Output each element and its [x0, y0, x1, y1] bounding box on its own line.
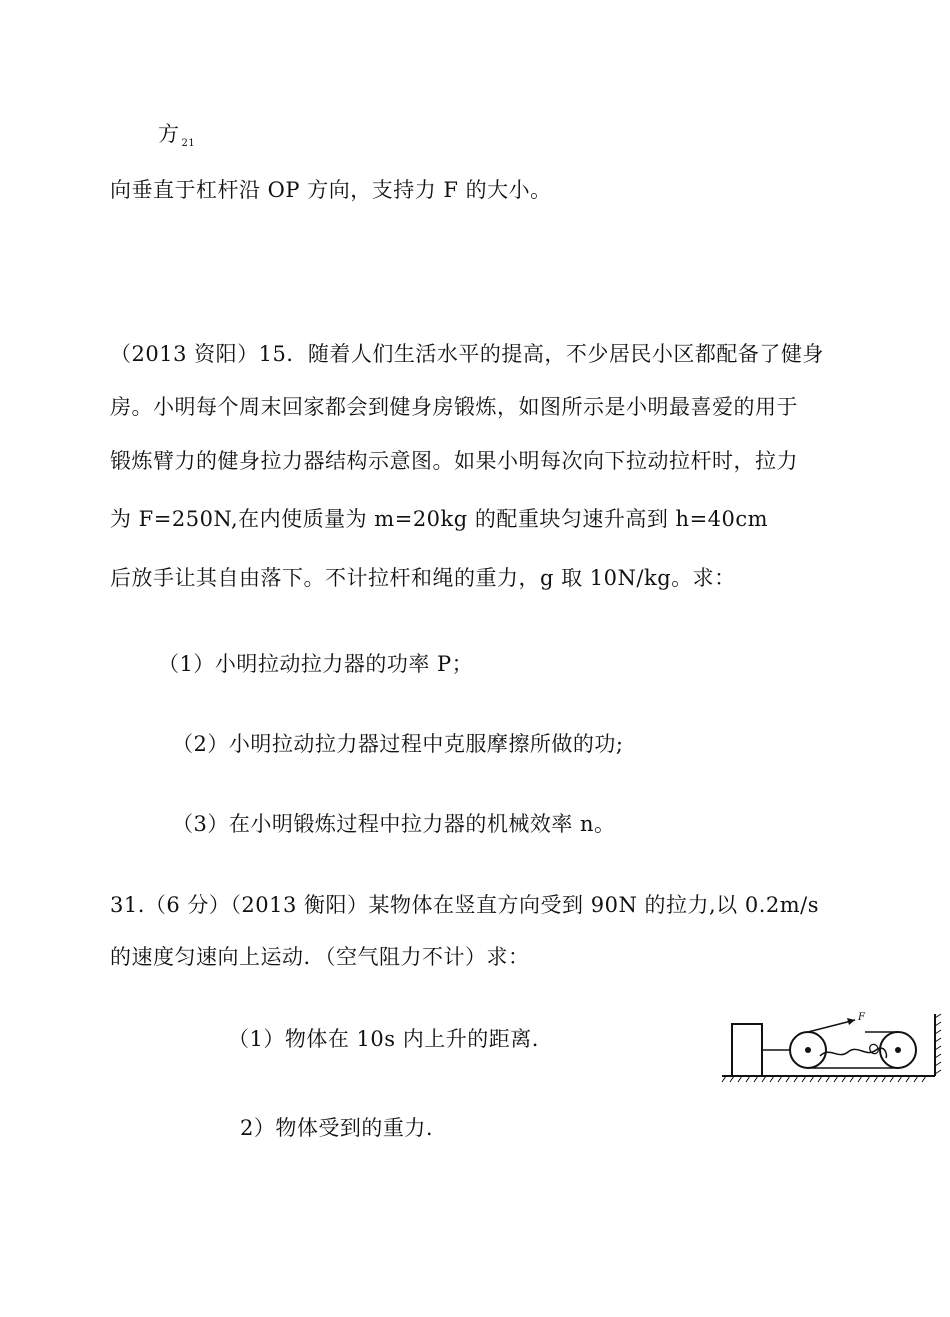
problem-15-line-2: 房。小明每个周末回家都会到健身房锻炼，如图所示是小明最喜爱的用于 [110, 395, 798, 419]
problem-15-line-1: （2013 资阳）15．随着人们生活水平的提高，不少居民小区都配备了健身 [110, 342, 824, 366]
left-pulley-axle [805, 1047, 811, 1053]
rope-diagonal [808, 1020, 855, 1032]
problem-31-question-1: （1）物体在 10s 内上升的距离. [228, 1027, 539, 1051]
problem-15-line-5: 后放手让其自由落下。不计拉杆和绳的重力，g 取 10N/kg。求： [110, 566, 736, 590]
text-line-2: 向垂直于杠杆沿 OP 方向，支持力 F 的大小。 [110, 178, 552, 202]
right-pulley-axle [895, 1047, 901, 1053]
fragment-superscript: 21 [181, 138, 196, 149]
pulley-diagram [720, 1010, 945, 1085]
problem-15-question-2: （2）小明拉动拉力器过程中克服摩擦所做的功; [172, 732, 624, 756]
problem-15-line-3: 锻炼臂力的健身拉力器结构示意图。如果小明每次向下拉动拉杆时，拉力 [110, 449, 798, 473]
problem-31-line-1: 31.（6 分）（2013 衡阳）某物体在竖直方向受到 90N 的拉力,以 0.2m/s [110, 893, 820, 917]
block [732, 1024, 762, 1076]
force-label: F [858, 1012, 865, 1023]
problem-31-question-2: 2）物体受到的重力. [240, 1116, 434, 1140]
problem-15-question-1: （1）小明拉动拉力器的功率 P； [158, 652, 474, 676]
problem-15-question-3: （3）在小明锻炼过程中拉力器的机械效率 n。 [172, 812, 616, 836]
force-arrow [847, 1018, 855, 1025]
problem-31-line-2: 的速度匀速向上运动．（空气阻力不计）求： [110, 945, 530, 969]
fragment-line [158, 120, 195, 148]
problem-15-line-4: 为 F=250N,在内使质量为 m=20kg 的配重块匀速升高到 h=40cm [110, 507, 769, 531]
fragment-char: 方 [158, 122, 180, 146]
